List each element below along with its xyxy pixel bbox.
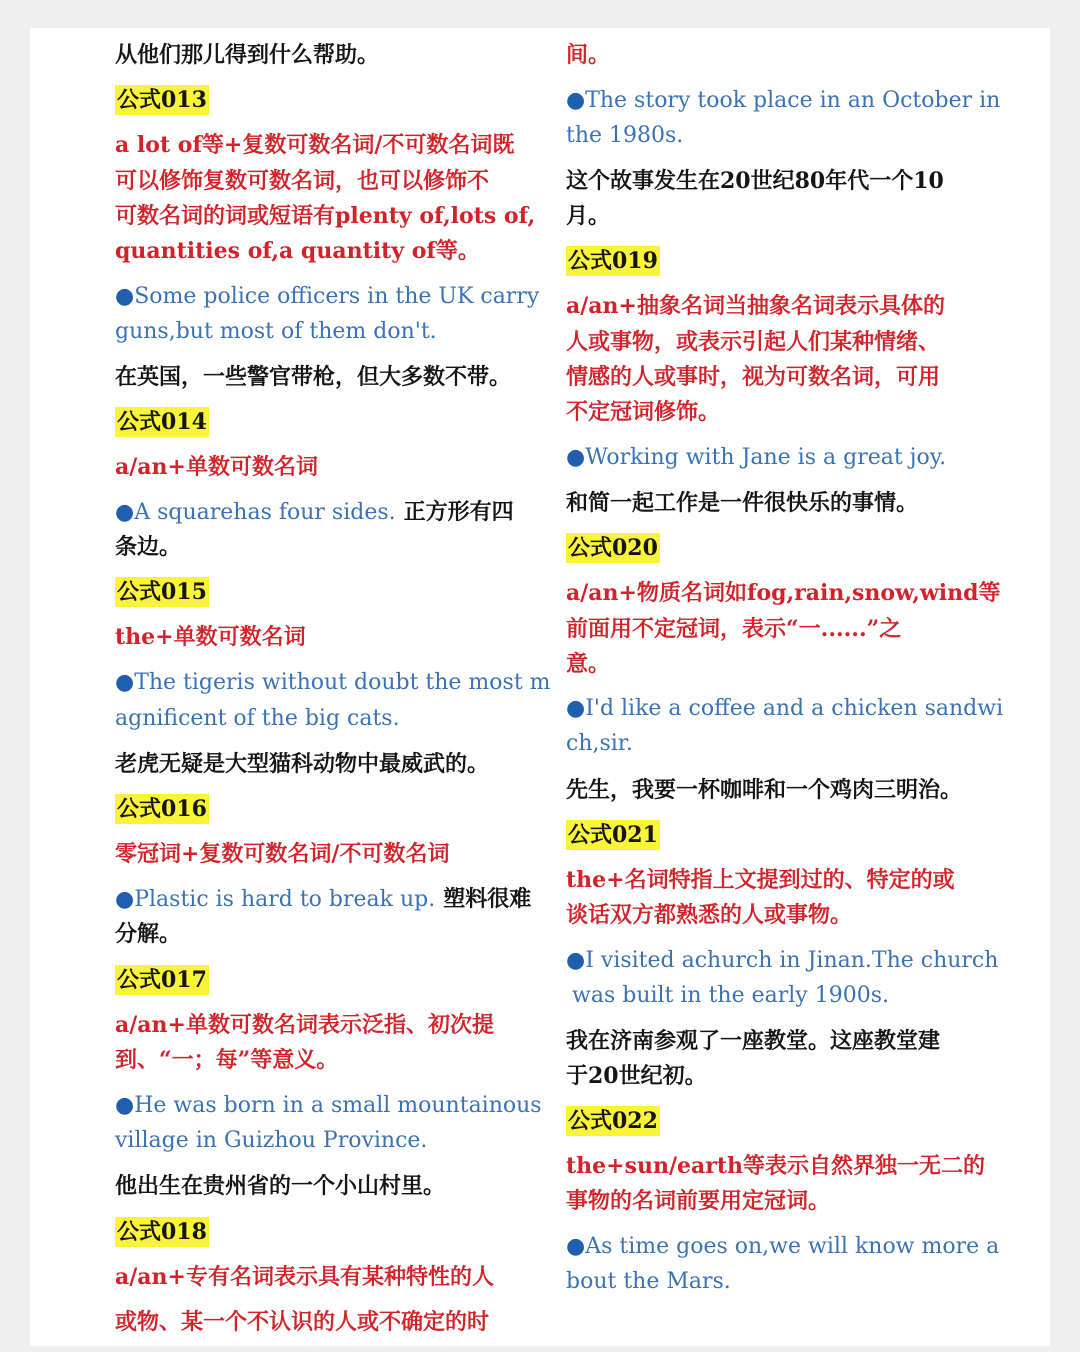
formula-018-example-line: ●The story took place in an October in [566, 88, 1001, 113]
formula-020-rule-line: 前面用不定冠词，表示“一......”之 [566, 616, 902, 642]
formula-014-example-cont: 条边。 [115, 534, 182, 560]
formula-013-tag: 公式013 [117, 87, 207, 113]
formula-014-rule: a/an+单数可数名词 [115, 454, 318, 480]
formula-020-tag: 公式020 [568, 535, 658, 561]
formula-013-translation: 在英国，一些警官带枪，但大多数不带。 [115, 364, 512, 390]
bullet-icon: ● [566, 445, 586, 470]
formula-019-example-line: ●Working with Jane is a great joy. [566, 445, 947, 470]
bullet-icon: ● [115, 670, 135, 695]
formula-018-rule-line: 或物、某一个不认识的人或不确定的时 [115, 1309, 490, 1335]
formula-015-example-line: agnificent of the big cats. [115, 706, 400, 731]
formula-022-example-line: ●As time goes on,we will know more a [566, 1234, 1000, 1259]
formula-019-tag: 公式019 [568, 248, 658, 274]
bullet-icon: ● [115, 886, 135, 912]
formula-020-rule-line: a/an+物质名词如fog,rain,snow,wind等 [566, 580, 1001, 606]
formula-020-rule-line: 意。 [566, 651, 611, 677]
formula-021-example-line: ●I visited achurch in Jinan.The church [566, 948, 999, 973]
formula-022-tag: 公式022 [568, 1108, 658, 1134]
formula-021-example-line: was built in the early 1900s. [572, 983, 889, 1008]
formula-014-example-line: ●A squarehas four sides. 正方形有四 [115, 499, 514, 525]
formula-013-rule-line: 可数名词的词或短语有plenty of,lots of, [115, 203, 536, 229]
formula-017-tag: 公式017 [117, 967, 207, 993]
formula-013-rule-line: quantities of,a quantity of等。 [115, 238, 480, 264]
formula-013-example-line: ●Some police officers in the UK carry [115, 284, 540, 309]
formula-021-tag: 公式021 [568, 822, 658, 848]
formula-021-translation-line: 我在济南参观了一座教堂。这座教堂建 [566, 1028, 941, 1054]
formula-016-example-cont: 分解。 [115, 921, 182, 947]
formula-013-rule-line: a lot of等+复数可数名词/不可数名词既 [115, 132, 515, 158]
formula-020-translation: 先生，我要一杯咖啡和一个鸡肉三明治。 [566, 777, 963, 803]
formula-017-rule-line: a/an+单数可数名词表示泛指、初次提 [115, 1012, 494, 1038]
bullet-icon: ● [566, 1234, 586, 1259]
bullet-icon: ● [566, 88, 586, 113]
formula-018-translation-line: 这个故事发生在20世纪80年代一个10 [566, 168, 944, 194]
formula-018-translation-line: 月。 [566, 203, 611, 229]
formula-021-rule-line: 谈话双方都熟悉的人或事物。 [566, 902, 853, 928]
formula-019-rule-line: 不定冠词修饰。 [566, 399, 721, 425]
bullet-icon: ● [115, 284, 135, 309]
formula-019-rule-line: a/an+抽象名词当抽象名词表示具体的 [566, 293, 945, 319]
formula-018-rule-cont: 间。 [566, 42, 611, 68]
formula-016-tag: 公式016 [117, 796, 207, 822]
formula-016-example-line: ●Plastic is hard to break up. 塑料很难 [115, 886, 532, 912]
intro-line: 从他们那儿得到什么帮助。 [115, 42, 380, 68]
bullet-icon: ● [566, 696, 586, 721]
formula-017-rule-line: 到、“一；每”等意义。 [115, 1047, 339, 1073]
bullet-icon: ● [566, 948, 586, 973]
formula-013-rule-line: 可以修饰复数可数名词，也可以修饰不 [115, 168, 490, 194]
formula-019-translation: 和简一起工作是一件很快乐的事情。 [566, 490, 919, 516]
formula-017-example-line: ●He was born in a small mountainous [115, 1093, 542, 1118]
formula-018-example-line: the 1980s. [566, 123, 684, 148]
document-page [30, 28, 1050, 1346]
bullet-icon: ● [115, 499, 135, 525]
formula-015-tag: 公式015 [117, 579, 207, 605]
formula-014-tag: 公式014 [117, 409, 207, 435]
formula-015-translation: 老虎无疑是大型猫科动物中最威武的。 [115, 751, 490, 777]
formula-022-example-line: bout the Mars. [566, 1269, 731, 1294]
formula-022-rule-line: 事物的名词前要用定冠词。 [566, 1188, 831, 1214]
formula-020-example-line: ●I'd like a coffee and a chicken sandwi [566, 696, 1004, 721]
bullet-icon: ● [115, 1093, 135, 1118]
formula-015-example-line: ●The tigeris without doubt the most m [115, 670, 551, 695]
formula-017-translation: 他出生在贵州省的一个小山村里。 [115, 1173, 446, 1199]
formula-015-rule: the+单数可数名词 [115, 624, 306, 650]
formula-017-example-line: village in Guizhou Province. [115, 1128, 428, 1153]
formula-022-rule-line: the+sun/earth等表示自然界独一无二的 [566, 1153, 985, 1179]
formula-016-rule: 零冠词+复数可数名词/不可数名词 [115, 841, 450, 867]
formula-018-tag: 公式018 [117, 1219, 207, 1245]
formula-021-translation-line: 于20世纪初。 [566, 1063, 707, 1089]
formula-018-rule-line: a/an+专有名词表示具有某种特性的人 [115, 1264, 494, 1290]
formula-019-rule-line: 人或事物，或表示引起人们某种情绪、 [566, 329, 941, 355]
formula-013-example-line: guns,but most of them don't. [115, 319, 437, 344]
formula-019-rule-line: 情感的人或事时，视为可数名词，可用 [566, 364, 941, 390]
formula-021-rule-line: the+名词特指上文提到过的、特定的或 [566, 867, 955, 893]
formula-020-example-line: ch,sir. [566, 731, 633, 756]
